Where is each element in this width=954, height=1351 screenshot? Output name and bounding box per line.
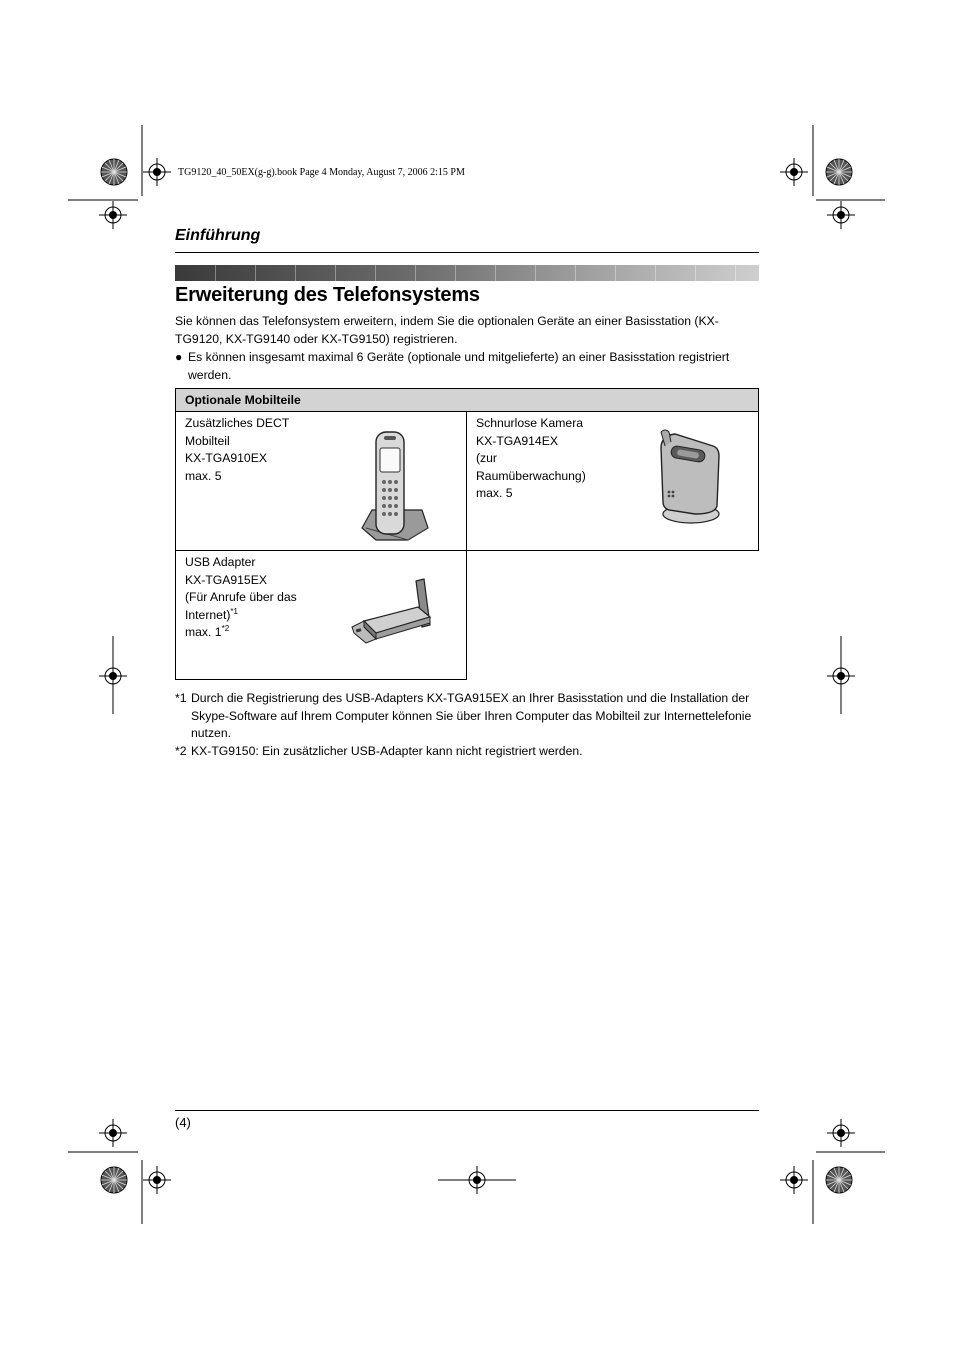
footer-rule bbox=[175, 1110, 759, 1111]
footnote-2-text: KX-TG9150: Ein zusätzlicher USB-Adapter kann nicht registriert werden. bbox=[191, 743, 583, 758]
handset-line-3: KX-TGA910EX bbox=[185, 451, 267, 465]
usb-line-1: USB Adapter bbox=[185, 555, 256, 569]
camera-line-3: (zur bbox=[476, 451, 497, 465]
bullet-item bbox=[175, 348, 760, 384]
bullet-text: Es können insgesamt maximal 6 Geräte (optionale und mitgelieferte) an einer Basisstation registriert werden. bbox=[188, 350, 730, 382]
footnotes bbox=[175, 690, 760, 760]
cell-handset bbox=[175, 411, 467, 551]
footnote-1 bbox=[175, 690, 760, 743]
camera-line-5: max. 5 bbox=[476, 486, 513, 500]
camera-line-2: KX-TGA914EX bbox=[476, 433, 558, 448]
camera-image bbox=[655, 426, 725, 526]
page-number: (4) bbox=[175, 1115, 191, 1130]
footnote-1-text: Durch die Registrierung des USB-Adapters KX-TGA915EX an Ihrer Basisstation und die Installation der Skype-Software auf Ihrem Computer können Sie über Ihren Computer das Mobilteil zur Internettelefonie nutzen. bbox=[191, 691, 752, 740]
handset-line-4: max. 5 bbox=[185, 468, 222, 483]
print-header: TG9120_40_50EX(g-g).book Page 4 Monday, August 7, 2006 2:15 PM bbox=[178, 167, 465, 178]
footnote-ref-2: *2 bbox=[221, 623, 230, 633]
table-header-label: Optionale Mobilteile bbox=[185, 393, 301, 407]
cell-usb-adapter bbox=[175, 550, 467, 680]
section-title: Einführung bbox=[175, 227, 261, 244]
handset-image bbox=[358, 428, 430, 546]
camera-line-1: Schnurlose Kamera bbox=[476, 416, 584, 430]
handset-line-2: Mobilteil bbox=[185, 433, 230, 448]
table-header bbox=[175, 388, 759, 412]
page-heading: Erweiterung des Telefonsystems bbox=[175, 284, 480, 306]
usb-line-5: max. 1$^{*2}$ bbox=[185, 623, 230, 639]
footnote-2 bbox=[175, 743, 760, 761]
camera-line-4: Raumüberwachung) bbox=[476, 468, 586, 483]
footnote-2-mark: *2 bbox=[175, 743, 187, 758]
footnote-ref-1: *1 bbox=[230, 606, 238, 616]
footnote-1-mark: *1 bbox=[175, 691, 187, 705]
usb-line-3: (Für Anrufe über das bbox=[185, 590, 297, 604]
usb-line-2: KX-TGA915EX bbox=[185, 572, 267, 587]
bullet-icon: ● bbox=[175, 350, 183, 364]
usb-line-4: Internet)$^{*1}$ bbox=[185, 606, 238, 622]
usb-adapter-image bbox=[350, 577, 440, 647]
header-rule bbox=[175, 252, 759, 253]
heading-gradient-bar bbox=[175, 265, 759, 281]
handset-line-1: Zusätzliches DECT bbox=[185, 416, 290, 430]
cell-camera bbox=[466, 411, 759, 551]
accessories-table bbox=[175, 388, 759, 680]
intro-paragraph: Sie können das Telefonsystem erweitern, indem Sie die optionalen Geräte an einer Basisstation (KX-TG9120, KX-TG9140 oder KX-TG9150) registrieren. bbox=[175, 314, 719, 346]
